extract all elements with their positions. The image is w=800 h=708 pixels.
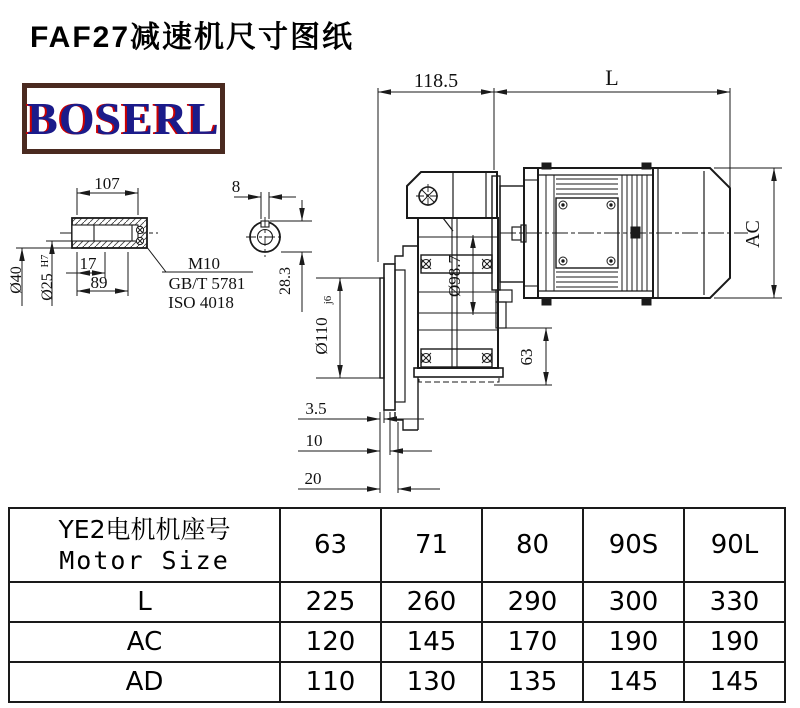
header-motor-size-cn: YE2电机机座号 xyxy=(58,514,231,544)
table-cell: 170 xyxy=(482,622,583,662)
table-cell: 190 xyxy=(583,622,684,662)
table-cell-size: 71 xyxy=(381,508,482,582)
dim-63: 63 xyxy=(517,348,536,366)
bolt-standard-iso: ISO 4018 xyxy=(168,293,234,312)
dim-107: 107 xyxy=(94,174,120,193)
main-view xyxy=(298,88,782,493)
table-cell: 135 xyxy=(482,662,583,702)
table-cell: 120 xyxy=(280,622,381,662)
dim-o25: Ø25 xyxy=(39,273,56,301)
dim-o98-7: Ø98.7 xyxy=(445,254,464,298)
row-label: AD xyxy=(9,662,280,702)
table-cell: 330 xyxy=(684,582,785,622)
header-motor-size xyxy=(9,508,280,582)
table-cell-size: 90S xyxy=(583,508,684,582)
header-motor-size-en: Motor Size xyxy=(59,546,230,575)
table-row-AC xyxy=(9,622,785,662)
logo-text: BOSERL xyxy=(27,92,220,144)
table-cell-size: 63 xyxy=(280,508,381,582)
dim-AC: AC xyxy=(742,220,764,248)
dim-3-5: 3.5 xyxy=(305,399,327,418)
table-cell: 145 xyxy=(381,622,482,662)
table-cell: 260 xyxy=(381,582,482,622)
dim-o110: Ø110 xyxy=(312,317,331,355)
dim-17: 17 xyxy=(79,254,97,273)
dim-o40: Ø40 xyxy=(8,266,25,294)
spec-table xyxy=(8,507,786,703)
shaft-detail-view xyxy=(16,188,312,312)
lifting-eye-crosshair-icon xyxy=(416,184,440,208)
dim-28-3: 28.3 xyxy=(277,267,294,295)
dim-118-5: 118.5 xyxy=(413,70,459,92)
dim-o25-tolerance: H7 xyxy=(40,254,51,268)
table-cell: 225 xyxy=(280,582,381,622)
table-cell: 290 xyxy=(482,582,583,622)
page-title: FAF27减速机尺寸图纸 xyxy=(30,21,355,54)
table-cell: 300 xyxy=(583,582,684,622)
table-cell: 145 xyxy=(684,662,785,702)
dim-20: 20 xyxy=(304,469,322,488)
table-cell: 110 xyxy=(280,662,381,702)
dim-L: L xyxy=(605,65,619,90)
table-cell: 145 xyxy=(583,662,684,702)
row-label: L xyxy=(9,582,280,622)
bolt-standard-gb: GB/T 5781 xyxy=(168,274,246,293)
table-cell-size: 80 xyxy=(482,508,583,582)
table-row-header xyxy=(9,508,785,582)
dim-o110-tolerance: j6 xyxy=(322,295,334,305)
table-row-AD xyxy=(9,662,785,702)
bolt-spec: M10 xyxy=(187,254,221,273)
table-cell-size: 90L xyxy=(684,508,785,582)
row-label: AC xyxy=(9,622,280,662)
table-cell: 190 xyxy=(684,622,785,662)
dim-8: 8 xyxy=(231,177,241,196)
table-row-L xyxy=(9,582,785,622)
dim-10: 10 xyxy=(305,431,323,450)
dimension-labels xyxy=(8,65,764,488)
dim-89: 89 xyxy=(90,273,108,292)
table-cell: 130 xyxy=(381,662,482,702)
